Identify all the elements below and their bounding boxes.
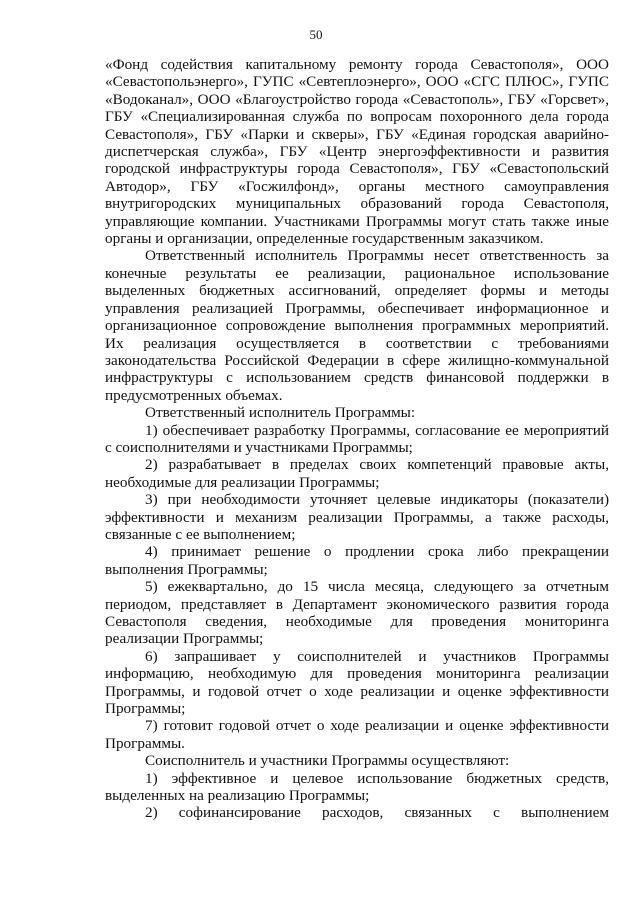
paragraph-participants-list: «Фонд содействия капитальному ремонту города Севастополя», ООО «Севастопольэнерго», ГУПС «Севтеплоэнерго», ООО «СГС ПЛЮС», ГУПС «Водоканал», ООО «Благоустройство города «Севастополь», ГБУ «Горсвет», ГБУ «Специализированная служба по вопросам похоронного дела города Севастополя», ГБУ «Парки и скверы», ГБУ «Единая городская аварийно-диспетчерская служба», ГБУ «Центр энергоэффективности и развития городской инфраструктуры города Севастополя», ГБУ «Севастопольский Автодор», ГБУ «Госжилфонд», органы местного самоуправления внутригородских муниципальных образований города Севастополя, управляющие компании. Участниками Программы могут стать также иные органы и организации, определенные государственным заказчиком.: [105, 56, 609, 248]
list-item-executor-4: 4) принимает решение о продлении срока либо прекращении выполнения Программы;: [105, 543, 609, 578]
list-item-executor-1: 1) обеспечивает разработку Программы, согласование ее мероприятий с соисполнителями и участниками Программы;: [105, 421, 609, 456]
list-item-coexecutors-1: 1) эффективное и целевое использование бюджетных средств, выделенных на реализацию Программы;: [105, 769, 609, 805]
paragraph-coexecutors-heading: Соисполнитель и участники Программы осуществляют:: [145, 752, 510, 770]
paragraph-executor-heading: Ответственный исполнитель Программы:: [145, 404, 416, 422]
list-item-executor-3: 3) при необходимости уточняет целевые индикаторы (показатели) эффективности и механизм реализации Программы, а также расходы, связанные с ее выполнением;: [105, 491, 609, 543]
document-body: [105, 56, 609, 822]
paragraph-responsibility: Ответственный исполнитель Программы несет ответственность за конечные результаты ее реализации, рациональное использование выделенных бюджетных ассигнований, определяет формы и методы управления реализацией Программы, обеспечивает информационное и организационное сопровождение выполнения программных мероприятий. Их реализация осуществляется в соответствии с требованиями законодательства Российской Федерации в сфере жилищно-коммунальной инфраструктуры с использованием средств финансовой поддержки в предусмотренных объемах.: [105, 247, 609, 404]
list-item-executor-2: 2) разрабатывает в пределах своих компетенций правовые акты, необходимые для реализации Программы;: [105, 456, 609, 491]
list-item-executor-7: 7) готовит годовой отчет о ходе реализации и оценке эффективности Программы.: [105, 717, 609, 752]
page-number: 50: [309, 27, 323, 42]
list-item-executor-5: 5) ежеквартально, до 15 числа месяца, следующего за отчетным периодом, представляет в Департамент экономического развития города Севастополя сведения, необходимые для проведения мониторинга реализации Программы;: [105, 578, 609, 648]
list-item-executor-6: 6) запрашивает у соисполнителей и участников Программы информацию, необходимую для проведения мониторинга реализации Программы, и годовой отчет о ходе реализации и оценке эффективности Программы;: [105, 647, 609, 718]
list-item-coexecutors-2: 2) софинансирование расходов, связанных с выполнением: [145, 804, 609, 822]
